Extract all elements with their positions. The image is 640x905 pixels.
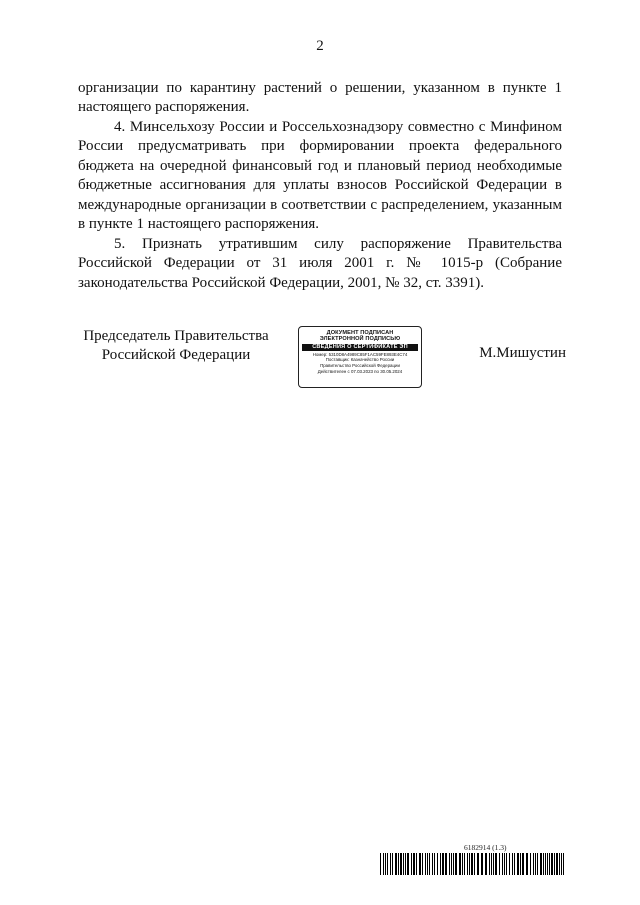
body-text-item-5 xyxy=(78,235,562,293)
stamp-header xyxy=(299,330,421,343)
paragraph-continuation: организации по карантину растений о решении, указанном в пункте 1 настоящего распоряжения. xyxy=(78,80,562,116)
stamp-issuer: Поставщик: Казначейство России xyxy=(325,357,395,363)
barcode-number: 6182914 (1.3) xyxy=(464,843,507,852)
paragraph-item-4: 4. Минсельхозу России и Россельхознадзору совместно с Минфином России предусматривать при формировании проекта федерального бюджета на очередной финансовый год и плановый период необходимые бюджетные ассигнования для уплаты взносов Российской Федерации в международные организации в соответствии с распределением, указанным в пункте 1 настоящего распоряжения. xyxy=(78,119,562,233)
stamp-validity: Действителен с 07.03.2023 по 30.05.2024 xyxy=(317,368,403,374)
body-text-item-4 xyxy=(78,118,562,234)
stamp-owner: Правительство Российской Федерации xyxy=(320,363,400,368)
stamp-line2: ЭЛЕКТРОННОЙ ПОДПИСЬЮ xyxy=(319,336,401,343)
signatory-position-line2: Российской Федерации xyxy=(101,347,251,363)
stamp-line1: ДОКУМЕНТ ПОДПИСАН xyxy=(326,330,394,336)
stamp-serial: Номер: 5310D8A4989C85F1AC59FE893E4C74 xyxy=(312,351,408,357)
signatory-name: М.Мишустин xyxy=(479,345,566,361)
signatory-position xyxy=(78,327,274,365)
body-text xyxy=(78,79,562,118)
signatory-position-line1: Председатель Правительства xyxy=(83,328,269,344)
page-number: 2 xyxy=(316,38,324,54)
electronic-signature-stamp xyxy=(298,326,422,388)
barcode xyxy=(380,853,566,875)
paragraph-item-5: 5. Признать утратившим силу распоряжение Правительства Российской Федерации от 31 июля 2001 г. № 1015-р (Собрание законодательства Российской Федерации, 2001, № 32, ст. 3391). xyxy=(78,236,562,291)
stamp-certificate-bar: СВЕДЕНИЯ О СЕРТИФИКАТЕ ЭП xyxy=(302,344,418,351)
